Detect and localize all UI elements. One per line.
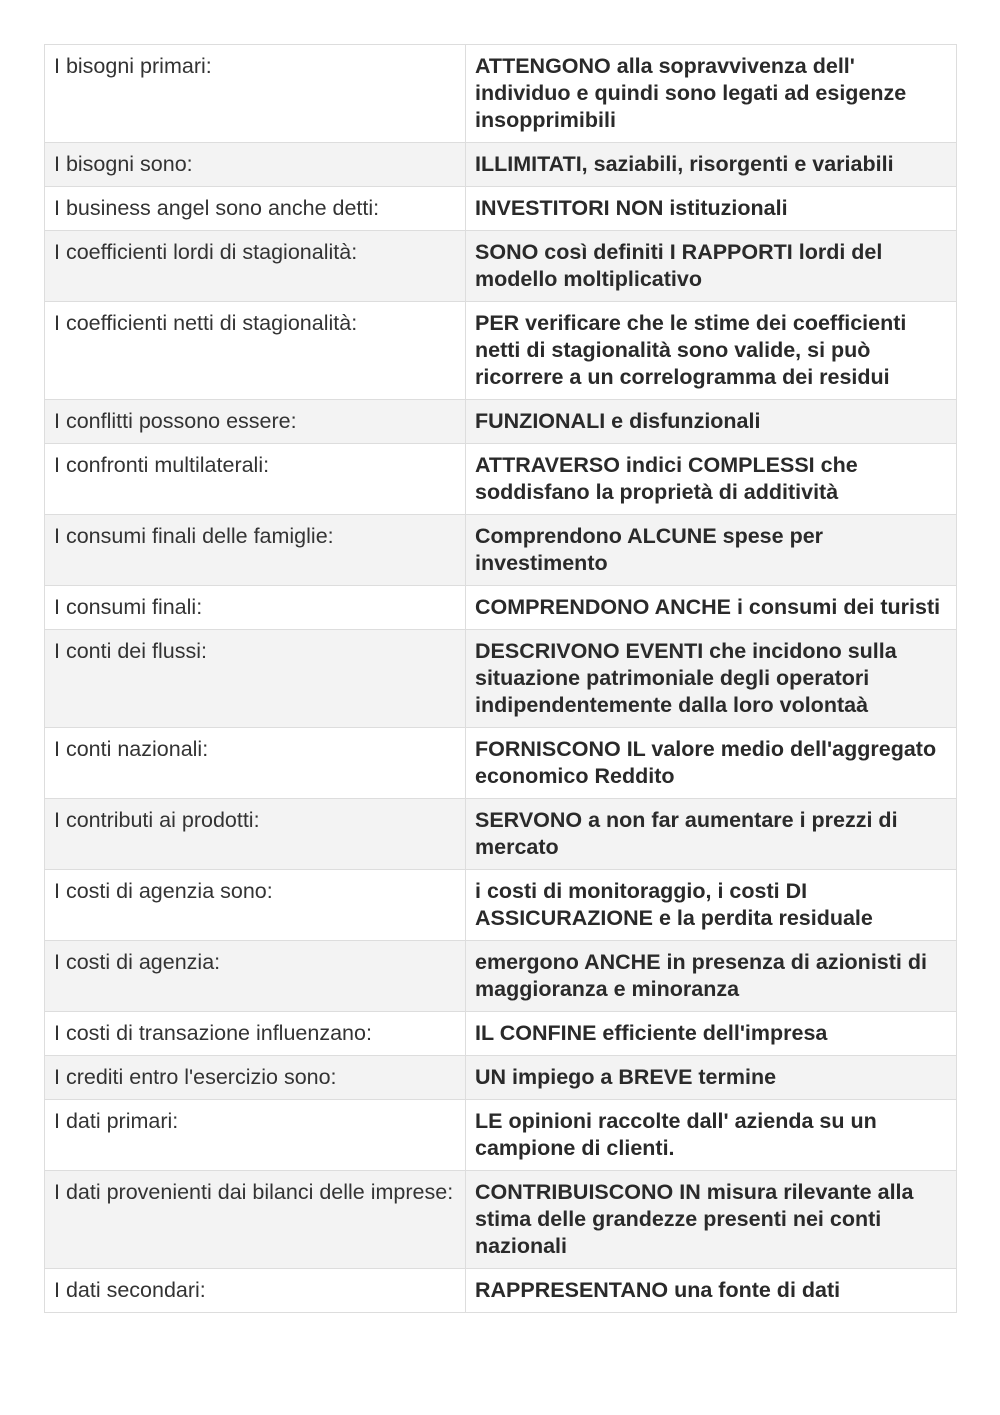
document-page — [44, 44, 956, 1313]
question-cell: I costi di agenzia sono: — [45, 870, 466, 941]
table-row — [45, 400, 957, 444]
table-row — [45, 941, 957, 1012]
table-row — [45, 444, 957, 515]
answer-cell: LE opinioni raccolte dall' azienda su un campione di clienti. — [466, 1100, 957, 1171]
answer-cell: PER verificare che le stime dei coefficienti netti di stagionalità sono valide, si può ricorrere a un correlogramma dei residui — [466, 302, 957, 400]
question-cell: I crediti entro l'esercizio sono: — [45, 1056, 466, 1100]
answer-cell: UN impiego a BREVE termine — [466, 1056, 957, 1100]
table-row — [45, 1269, 957, 1313]
answer-cell: ATTENGONO alla sopravvivenza dell' individuo e quindi sono legati ad esigenze insopprimibili — [466, 45, 957, 143]
question-cell: I consumi finali delle famiglie: — [45, 515, 466, 586]
question-cell: I consumi finali: — [45, 586, 466, 630]
answer-cell: RAPPRESENTANO una fonte di dati — [466, 1269, 957, 1313]
table-row — [45, 586, 957, 630]
table-row — [45, 1012, 957, 1056]
table-row — [45, 187, 957, 231]
question-cell: I dati provenienti dai bilanci delle imprese: — [45, 1171, 466, 1269]
answer-cell: ILLIMITATI, saziabili, risorgenti e variabili — [466, 143, 957, 187]
table-row — [45, 1100, 957, 1171]
question-cell: I costi di transazione influenzano: — [45, 1012, 466, 1056]
question-cell: I bisogni primari: — [45, 45, 466, 143]
question-cell: I dati primari: — [45, 1100, 466, 1171]
answer-cell: Comprendono ALCUNE spese per investimento — [466, 515, 957, 586]
answer-cell: i costi di monitoraggio, i costi DI ASSICURAZIONE e la perdita residuale — [466, 870, 957, 941]
answer-cell: FUNZIONALI e disfunzionali — [466, 400, 957, 444]
answer-cell: DESCRIVONO EVENTI che incidono sulla situazione patrimoniale degli operatori indipendentemente dalla loro volontaà — [466, 630, 957, 728]
glossary-table — [44, 44, 957, 1313]
answer-cell: SERVONO a non far aumentare i prezzi di mercato — [466, 799, 957, 870]
question-cell: I business angel sono anche detti: — [45, 187, 466, 231]
question-cell: I conflitti possono essere: — [45, 400, 466, 444]
table-row — [45, 302, 957, 400]
question-cell: I coefficienti lordi di stagionalità: — [45, 231, 466, 302]
question-cell: I conti nazionali: — [45, 728, 466, 799]
answer-cell: CONTRIBUISCONO IN misura rilevante alla stima delle grandezze presenti nei conti nazionali — [466, 1171, 957, 1269]
answer-cell: ATTRAVERSO indici COMPLESSI che soddisfano la proprietà di additività — [466, 444, 957, 515]
table-row — [45, 231, 957, 302]
table-row — [45, 1056, 957, 1100]
question-cell: I confronti multilaterali: — [45, 444, 466, 515]
question-cell: I conti dei flussi: — [45, 630, 466, 728]
table-row — [45, 799, 957, 870]
table-row — [45, 1171, 957, 1269]
answer-cell: INVESTITORI NON istituzionali — [466, 187, 957, 231]
table-row — [45, 630, 957, 728]
answer-cell: COMPRENDONO ANCHE i consumi dei turisti — [466, 586, 957, 630]
table-row — [45, 728, 957, 799]
question-cell: I costi di agenzia: — [45, 941, 466, 1012]
question-cell: I coefficienti netti di stagionalità: — [45, 302, 466, 400]
table-row — [45, 143, 957, 187]
answer-cell: SONO così definiti I RAPPORTI lordi del modello moltiplicativo — [466, 231, 957, 302]
table-row — [45, 515, 957, 586]
answer-cell: IL CONFINE efficiente dell'impresa — [466, 1012, 957, 1056]
answer-cell: FORNISCONO IL valore medio dell'aggregato economico Reddito — [466, 728, 957, 799]
answer-cell: emergono ANCHE in presenza di azionisti di maggioranza e minoranza — [466, 941, 957, 1012]
question-cell: I dati secondari: — [45, 1269, 466, 1313]
table-row — [45, 45, 957, 143]
question-cell: I contributi ai prodotti: — [45, 799, 466, 870]
table-row — [45, 870, 957, 941]
question-cell: I bisogni sono: — [45, 143, 466, 187]
